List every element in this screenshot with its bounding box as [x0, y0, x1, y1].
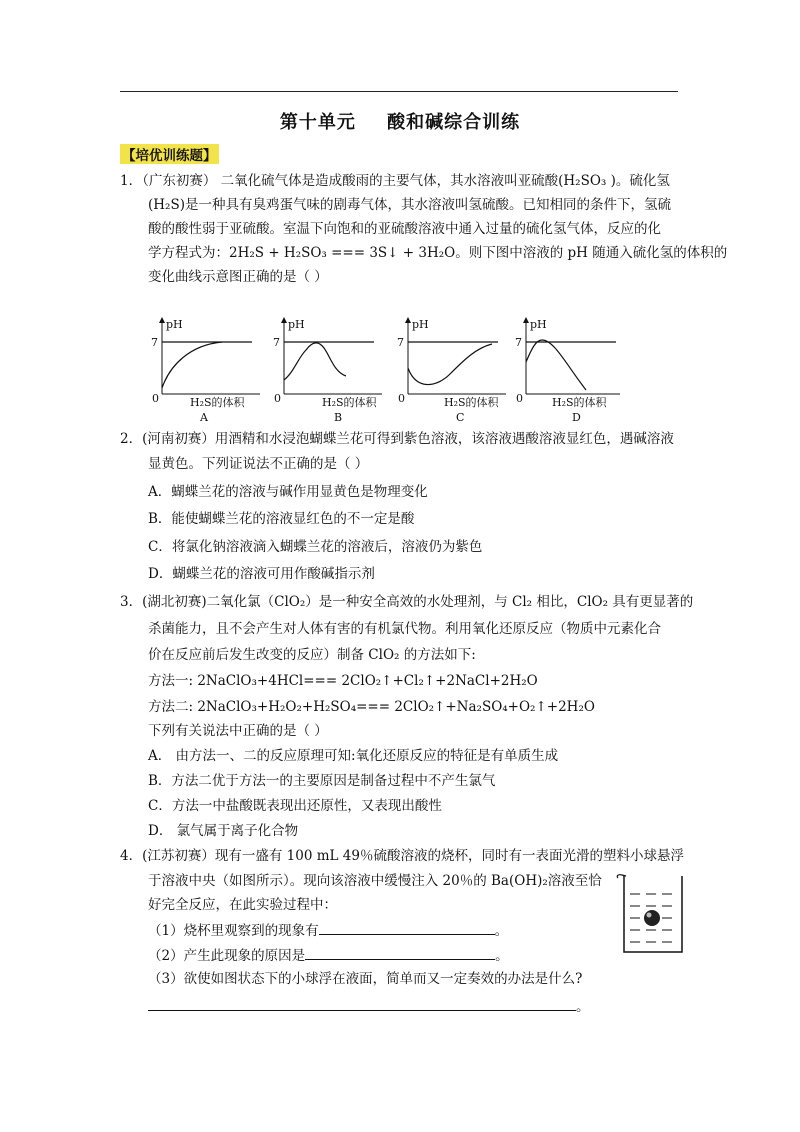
unit-title: 酸和碱综合训练 [387, 112, 521, 133]
q2-option-a: A．蝴蝶兰花的溶液与碱作用显黄色是物理变化 [148, 484, 428, 500]
graph-b-xlabel: H₂S的体积 [322, 396, 377, 409]
graph-b [273, 318, 382, 424]
q2-option-c: C．将氯化钠溶液滴入蝴蝶兰花的溶液后，溶液仍为紫色 [148, 539, 483, 555]
q3-line-6: 下列有关说法中正确的是（ ） [148, 723, 328, 739]
graph-c-option: C [456, 411, 465, 424]
graph-a-xlabel: H₂S的体积 [190, 396, 245, 409]
q2-option-d: D．蝴蝶兰花的溶液可用作酸碱指示剂 [148, 566, 375, 582]
q4-sub-1-end: 。 [494, 923, 509, 939]
q1-line-5: 变化曲线示意图正确的是（ ） [148, 269, 328, 285]
ph-graphs [140, 310, 620, 428]
graph-b-option: B [334, 411, 343, 424]
q4-answer-blank-2[interactable] [305, 945, 495, 960]
q4-sub-3: （3）欲使如图状态下的小球浮在液面，简单而又一定奏效的办法是什么? [148, 971, 583, 987]
q1-line-4: 学方程式为：2H₂S + H₂SO₃ === 3S↓ + 3H₂O。则下图中溶液的 pH 随通入硫化氢的体积的 [148, 245, 728, 261]
q4-sub-1-text: （1）烧杯里观察到的现象有 [148, 923, 319, 939]
q4-sub-1 [148, 920, 508, 940]
graph-d [515, 318, 620, 424]
graph-c [397, 318, 506, 424]
graph-d-origin: 0 [516, 392, 523, 405]
graph-c-ylabel: pH [412, 318, 429, 331]
q4-answer-blank-3[interactable] [148, 996, 576, 1011]
page-title [0, 108, 800, 134]
graph-a-ylabel: pH [166, 318, 183, 331]
graph-a-option: A [200, 411, 208, 424]
unit-label: 第十单元 [279, 112, 356, 133]
q1-line-3: 酸的酸性弱于亚硫酸。室温下向饱和的亚硫酸溶液中通入过量的硫化氢气体，反应的化 [148, 221, 661, 237]
graph-c-ytick: 7 [397, 336, 404, 349]
section-label: 【培优训练题】 [120, 144, 219, 164]
q3-option-a: A． 由方法一、二的反应原理可知:氧化还原反应的特征是有单质生成 [148, 748, 559, 764]
header-rule [120, 91, 678, 92]
q2-line-1: 2．(河南初赛）用酒精和水浸泡蝴蝶兰花可得到紫色溶液，该溶液遇酸溶液显红色，遇碱溶液 [120, 431, 674, 447]
q3-method-2: 方法二: 2NaClO₃+H₂O₂+H₂SO₄=== 2ClO₂↑+Na₂SO₄+O₂↑+2H₂O [148, 699, 595, 715]
graph-c-xlabel: H₂S的体积 [444, 396, 499, 409]
q2-option-b: B．能使蝴蝶兰花的溶液显红色的不一定是酸 [148, 511, 415, 527]
q3-option-c: C．方法一中盐酸既表现出还原性，又表现出酸性 [148, 798, 442, 814]
q3-line-1: 3．(湖北初赛)二氧化氯（ClO₂）是一种安全高效的水处理剂，与 Cl₂ 相比，ClO₂ 具有更显著的 [120, 594, 694, 610]
graph-b-ylabel: pH [288, 318, 305, 331]
graph-d-ytick: 7 [515, 336, 522, 349]
q4-sub-2-end: 。 [495, 948, 509, 964]
q4-line-3: 好完全反应，在此实验过程中： [148, 897, 337, 913]
q4-sub-2-text: （2）产生此现象的原因是 [148, 948, 306, 964]
q4-line-2: 于溶液中央（如图所示）。现向该溶液中缓慢注入 20％的 Ba(OH)₂溶液至恰 [148, 873, 602, 889]
graph-a [151, 318, 260, 424]
q1-line-1: 1．（广东初赛） 二氧化硫气体是造成酸雨的主要气体，其水溶液叫亚硫酸(H₂SO₃ )。硫化氢 [120, 173, 670, 189]
graph-d-xlabel: H₂S的体积 [552, 396, 607, 409]
q1-line-2: (H₂S)是一种具有臭鸡蛋气味的剧毒气体，其水溶液叫氢硫酸。已知相同的条件下，氢硫 [148, 197, 671, 213]
q3-option-d: D． 氯气属于离子化合物 [148, 823, 299, 839]
q4-sub-2 [148, 945, 509, 965]
q2-line-2: 显黄色。下列证说法不正确的是（ ） [148, 456, 369, 472]
q4-answer-blank-1[interactable] [319, 920, 495, 935]
graph-d-ylabel: pH [530, 318, 547, 331]
graph-a-ytick: 7 [151, 336, 158, 349]
beaker-figure [612, 870, 692, 960]
graph-b-origin: 0 [274, 392, 281, 405]
q4-sub-3-answer [148, 996, 590, 1016]
graph-a-origin: 0 [152, 392, 159, 405]
graph-d-option: D [572, 411, 581, 424]
q3-line-3: 价在反应前后发生改变的反应）制备 ClO₂ 的方法如下: [148, 647, 476, 663]
q3-line-2: 杀菌能力，且不会产生对人体有害的有机氯代物。利用氧化还原反应（物质中元素化合 [148, 621, 661, 637]
graph-b-ytick: 7 [273, 336, 280, 349]
q3-option-b: B．方法二优于方法一的主要原因是制备过程中不产生氯气 [148, 773, 496, 789]
q3-method-1: 方法一: 2NaClO₃+4HCl=== 2ClO₂↑+Cl₂↑+2NaCl+2H₂O [148, 673, 538, 689]
q4-line-1: 4．(江苏初赛）现有一盛有 100 mL 49％硫酸溶液的烧杯，同时有一表面光滑的塑料小球悬浮 [120, 848, 684, 864]
q4-sub-3-end: 。 [576, 999, 590, 1015]
graph-c-origin: 0 [398, 392, 405, 405]
